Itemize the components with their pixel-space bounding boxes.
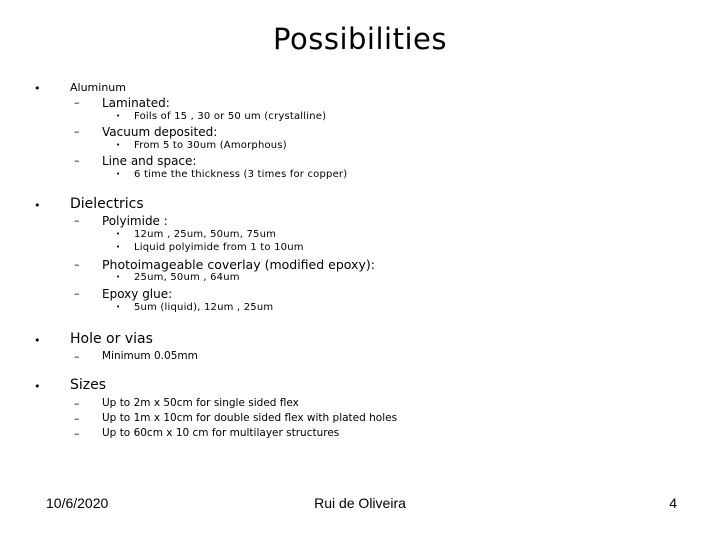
sub-bullet-marker: • bbox=[116, 230, 121, 238]
sizes-heading: Sizes bbox=[70, 377, 107, 393]
dash-marker: – bbox=[74, 350, 80, 363]
sub-bullet-marker: • bbox=[116, 273, 121, 281]
line-space-label: Line and space: bbox=[102, 154, 197, 168]
laminated-detail: Foils of 15 , 30 or 50 um (crystalline) bbox=[134, 111, 327, 122]
polyimide-thickness: 12um , 25um, 50um, 75um bbox=[134, 229, 277, 240]
line-space-detail: 6 time the thickness (3 times for copper) bbox=[134, 169, 348, 180]
sub-bullet-marker: • bbox=[116, 303, 121, 311]
epoxy-detail: 5um (liquid), 12um , 25um bbox=[134, 302, 274, 313]
vacuum-label: Vacuum deposited: bbox=[102, 125, 218, 139]
page-number: 4 bbox=[669, 495, 677, 511]
laminated-label: Laminated: bbox=[102, 96, 170, 110]
bullet-marker: • bbox=[34, 380, 41, 393]
dash-marker: – bbox=[74, 412, 80, 425]
sub-bullet-marker: • bbox=[116, 170, 121, 178]
bullet-marker: • bbox=[34, 199, 41, 212]
dash-marker: – bbox=[74, 125, 80, 138]
footer-author: Rui de Oliveira bbox=[314, 495, 406, 511]
bullet-marker: • bbox=[34, 334, 41, 347]
dash-marker: – bbox=[74, 154, 80, 167]
sizes-multi: Up to 60cm x 10 cm for multilayer structures bbox=[102, 427, 340, 439]
footer-date: 10/6/2020 bbox=[46, 495, 109, 511]
coverlay-label: Photoimageable coverlay (modified epoxy): bbox=[102, 257, 375, 272]
dash-marker: – bbox=[74, 397, 80, 410]
holes-min-detail: Minimum 0.05mm bbox=[102, 350, 198, 362]
slide-title: Possibilities bbox=[273, 22, 447, 56]
coverlay-detail: 25um, 50um , 64um bbox=[134, 272, 240, 283]
polyimide-label: Polyimide : bbox=[102, 214, 168, 228]
dash-marker: – bbox=[74, 96, 80, 109]
holes-heading: Hole or vias bbox=[70, 331, 153, 347]
vacuum-detail: From 5 to 30um (Amorphous) bbox=[134, 140, 287, 151]
aluminum-heading: Aluminum bbox=[70, 81, 126, 94]
dash-marker: – bbox=[74, 287, 80, 300]
dash-marker: – bbox=[74, 258, 80, 271]
bullet-marker: • bbox=[34, 82, 41, 95]
dash-marker: – bbox=[74, 214, 80, 227]
sizes-double: Up to 1m x 10cm for double sided flex with plated holes bbox=[102, 412, 398, 424]
epoxy-label: Epoxy glue: bbox=[102, 287, 173, 301]
dielectrics-heading: Dielectrics bbox=[70, 196, 144, 212]
sub-bullet-marker: • bbox=[116, 141, 121, 149]
sub-bullet-marker: • bbox=[116, 243, 121, 251]
dash-marker: – bbox=[74, 427, 80, 440]
polyimide-liquid: Liquid polyimide from 1 to 10um bbox=[134, 242, 304, 253]
sizes-single: Up to 2m x 50cm for single sided flex bbox=[102, 397, 299, 409]
sub-bullet-marker: • bbox=[116, 112, 121, 120]
